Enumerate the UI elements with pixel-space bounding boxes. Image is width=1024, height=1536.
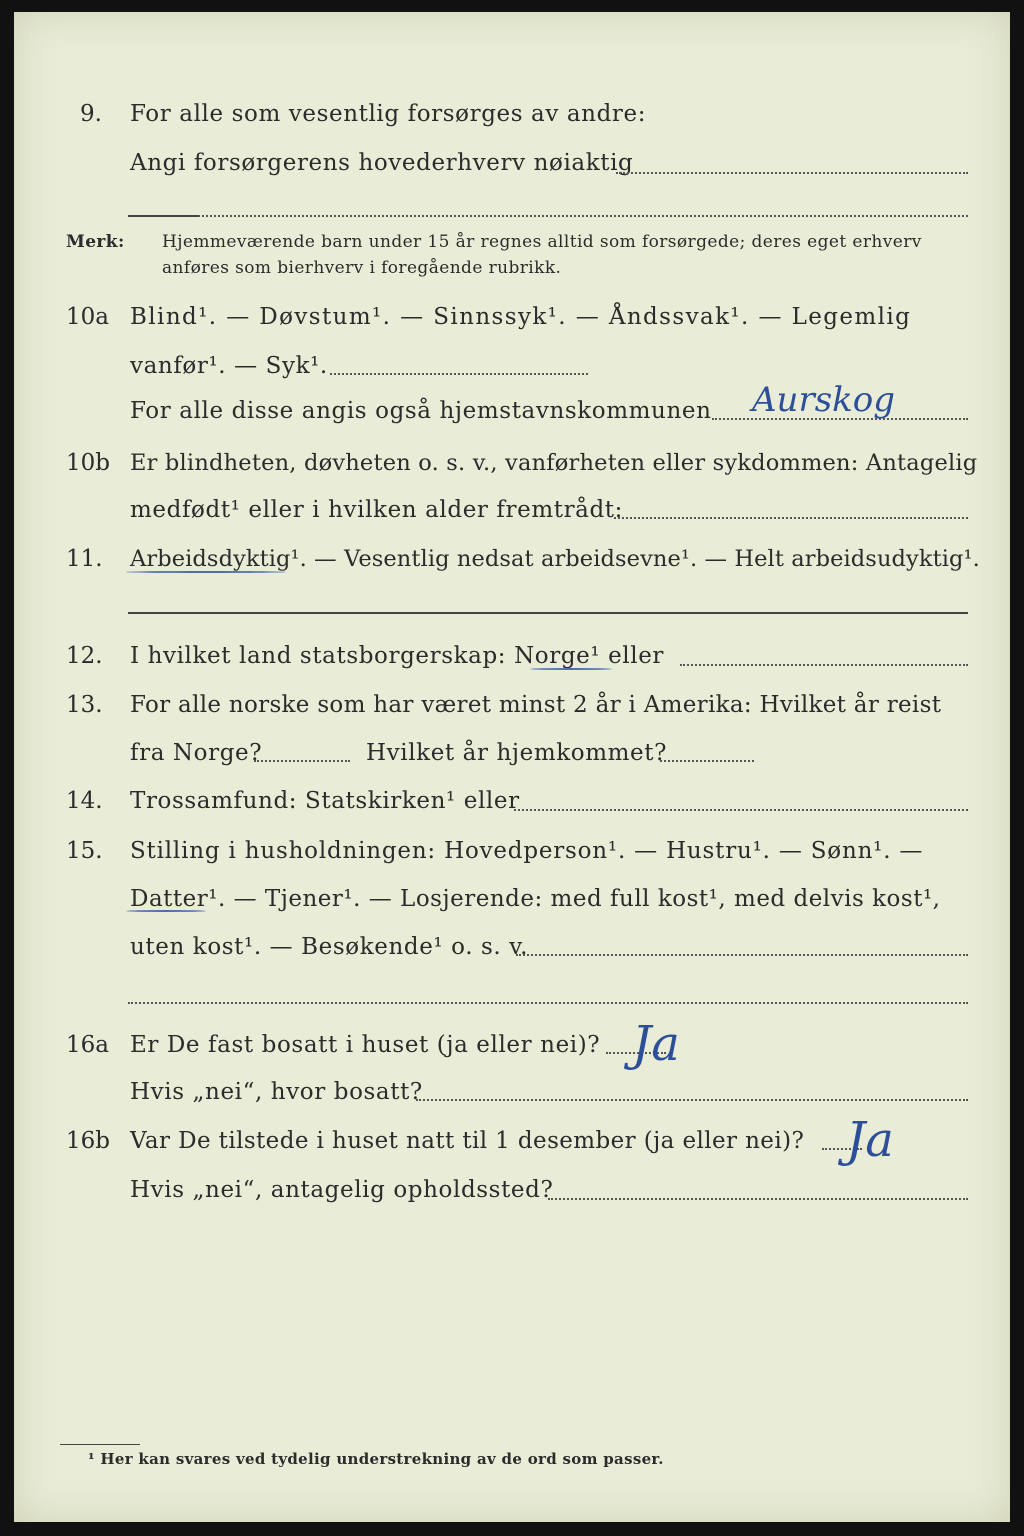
q10a-handwritten-answer: Aurskog [752, 380, 895, 420]
q16b-line2: Hvis „nei“, antagelig opholdssted? [130, 1177, 554, 1203]
q9-line2: Angi forsørgerens hovederhverv nøiaktig [130, 150, 634, 176]
footnote-rule [60, 1444, 140, 1445]
q10b-line1: Er blindheten, døvheten o. s. v., vanførheten eller sykdommen: Antagelig [130, 450, 978, 476]
merk-line2: anføres som bierhverv i foregående rubrikk. [162, 258, 562, 278]
q14-number: 14. [66, 788, 103, 814]
q16a-line2: Hvis „nei“, hvor bosatt? [130, 1079, 423, 1105]
q10b-number: 10b [66, 450, 110, 476]
q10a-syk-field[interactable] [330, 373, 588, 375]
q12-line1: I hvilket land statsborgerskap: Norge¹ eller [130, 643, 665, 669]
q10b-line2: medfødt¹ eller i hvilken alder fremtrådt: [130, 497, 623, 523]
q10b-field[interactable] [614, 517, 968, 519]
q15-number: 15. [66, 838, 103, 864]
q13-line2b: Hvilket år hjemkommet? [366, 740, 668, 766]
q10a-line2: vanfør¹. — Syk¹. [130, 353, 328, 379]
q12-field[interactable] [680, 664, 968, 666]
q13-line2a: fra Norge? [130, 740, 263, 766]
q9-line1: For alle som vesentlig forsørges av andre: [130, 101, 647, 127]
q15-field[interactable] [516, 954, 968, 956]
q16a-line1: Er De fast bosatt i huset (ja eller nei)? [130, 1032, 601, 1058]
q16b-number: 16b [66, 1128, 110, 1154]
q16b-line1: Var De tilstede i huset natt til 1 desember (ja eller nei)? [130, 1128, 805, 1154]
q11-underline-mark [126, 571, 286, 573]
footnote: ¹ Her kan svares ved tydelig understrekning av de ord som passer. [88, 1450, 664, 1468]
q9-rule [128, 215, 198, 217]
q13-hjemkommet-field[interactable] [660, 760, 754, 762]
q10a-number: 10a [66, 304, 109, 330]
q15-answer-line[interactable] [128, 1002, 968, 1004]
q15-line3: uten kost¹. — Besøkende¹ o. s. v. [130, 934, 529, 960]
q14-field[interactable] [514, 809, 968, 811]
q10a-line1: Blind¹. — Døvstum¹. — Sinnssyk¹. — Åndssvak¹. — Legemlig [130, 304, 912, 330]
q11-line1: Arbeidsdyktig¹. — Vesentlig nedsat arbeidsevne¹. — Helt arbeidsudyktig¹. [130, 546, 980, 572]
q14-line1: Trossamfund: Statskirken¹ eller [130, 788, 520, 814]
q9-answer-line[interactable] [198, 215, 968, 217]
q9-number: 9. [80, 101, 102, 127]
q13-reist-field[interactable] [254, 760, 350, 762]
q12-number: 12. [66, 643, 103, 669]
q16a-handwritten-answer: Ja [632, 1016, 680, 1072]
merk-label: Merk: [66, 232, 125, 252]
q16b-handwritten-answer: Ja [846, 1112, 894, 1168]
q11-rule [128, 612, 968, 614]
q15-line1: Stilling i husholdningen: Hovedperson¹. — Hustru¹. — Sønn¹. — [130, 838, 924, 864]
q11-number: 11. [66, 546, 103, 572]
q13-line1: For alle norske som har været minst 2 år i Amerika: Hvilket år reist [130, 692, 942, 718]
q15-line2: Datter¹. — Tjener¹. — Losjerende: med full kost¹, med delvis kost¹, [130, 886, 941, 912]
q16a-number: 16a [66, 1032, 109, 1058]
q9-answer-field[interactable] [616, 172, 968, 174]
merk-line1: Hjemmeværende barn under 15 år regnes alltid som forsørgede; deres eget erhverv [162, 232, 922, 252]
q12-underline-mark [530, 668, 612, 670]
q16a-bosatt-field[interactable] [416, 1099, 968, 1101]
q16b-opholdssted-field[interactable] [548, 1198, 968, 1200]
q10a-line3: For alle disse angis også hjemstavnskommunen [130, 398, 712, 424]
q13-number: 13. [66, 692, 103, 718]
q15-underline-mark [126, 910, 206, 912]
